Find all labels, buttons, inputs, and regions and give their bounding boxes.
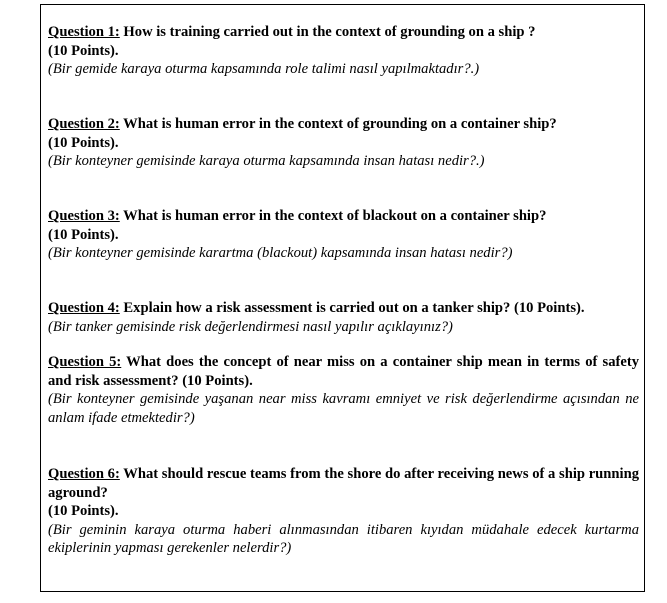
question-3-label: Question 3: — [48, 208, 120, 224]
question-2-text: What is human error in the context of grounding on a container ship? — [123, 116, 557, 132]
question-1-label: Question 1: — [48, 24, 120, 40]
question-2-label: Question 2: — [48, 116, 120, 132]
question-6-label: Question 6: — [48, 466, 120, 482]
question-6-text: What should rescue teams from the shore do after receiving news of a ship running aground? — [48, 466, 639, 501]
question-1-text: How is training carried out in the context of grounding on a ship ? — [123, 24, 536, 40]
question-4-translation: (Bir tanker gemisinde risk değerlendirmesi nasıl yapılır açıklayınız?) — [48, 318, 453, 335]
question-5-translation: (Bir konteyner gemisinde yaşanan near miss kavramı emniyet ve risk değerlendirme açısından ne anlam ifade etmektedir?) — [48, 391, 639, 426]
question-1 — [48, 23, 639, 79]
question-5-text: What does the concept of near miss on a container ship mean in terms of safety and risk assessment? (10 Points). — [48, 354, 639, 389]
question-4 — [48, 299, 639, 336]
question-4-text: Explain how a risk assessment is carried out on a tanker ship? (10 Points). — [123, 300, 585, 316]
question-5 — [48, 353, 639, 427]
question-6-points: (10 Points). — [48, 503, 119, 519]
question-1-translation: (Bir gemide karaya oturma kapsamında role talimi nasıl yapılmaktadır?.) — [48, 61, 480, 77]
question-3-text: What is human error in the context of blackout on a container ship? — [123, 208, 547, 224]
question-3-points: (10 Points). — [48, 226, 119, 243]
question-2 — [48, 115, 639, 171]
question-3-translation: (Bir konteyner gemisinde karartma (blackout) kapsamında insan hatası nedir?) — [48, 245, 513, 261]
question-6-translation: (Bir geminin karaya oturma haberi alınmasından itibaren kıyıdan müdahale edecek kurtarma ekiplerinin yapması gerekenler nelerdir?) — [48, 521, 639, 556]
question-6 — [48, 465, 639, 558]
question-5-label: Question 5: — [48, 354, 122, 370]
question-3 — [48, 207, 639, 263]
question-2-translation: (Bir konteyner gemisinde karaya oturma kapsamında insan hatası nedir?.) — [48, 153, 485, 169]
question-1-points: (10 Points). — [48, 42, 119, 59]
question-4-label: Question 4: — [48, 300, 120, 316]
question-2-points: (10 Points). — [48, 134, 119, 151]
